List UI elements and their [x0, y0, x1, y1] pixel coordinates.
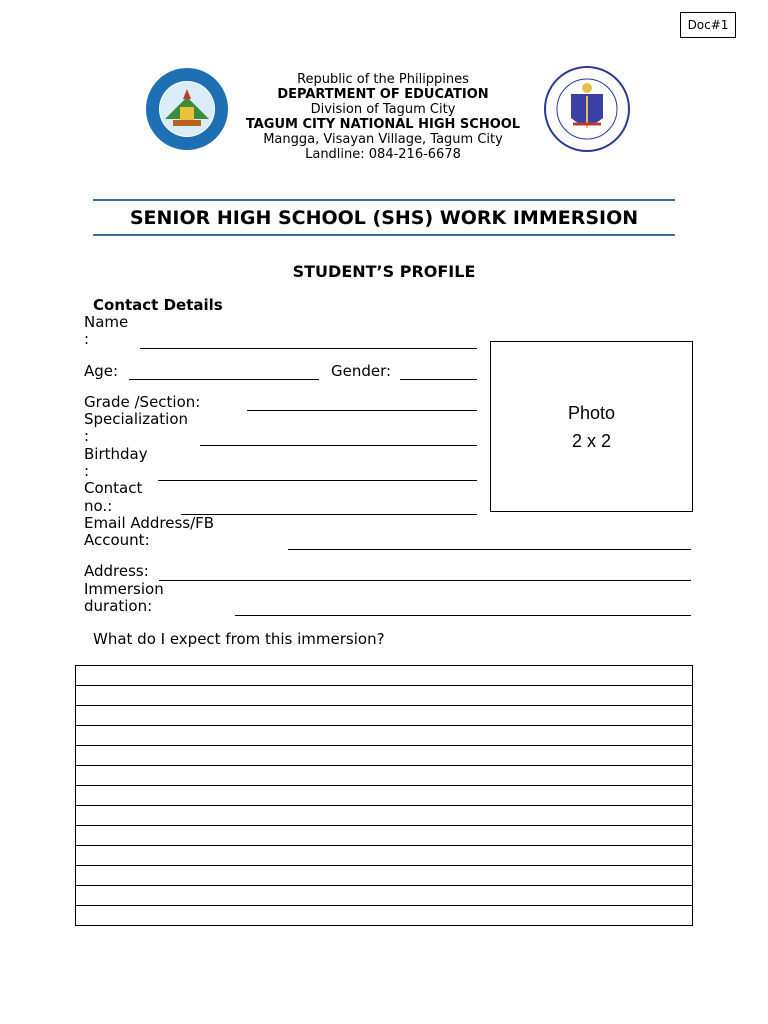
contact-label-2: no.:: [84, 497, 113, 515]
answer-line[interactable]: [76, 706, 693, 726]
name-label: Name: [84, 313, 129, 331]
photo-label: Photo: [567, 402, 616, 423]
header-line-department: DEPARTMENT OF EDUCATION: [277, 87, 489, 102]
answer-line[interactable]: [76, 766, 693, 786]
photo-size-label: 2 x 2: [571, 430, 612, 451]
answer-line[interactable]: [76, 826, 693, 846]
gender-label: Gender:: [331, 362, 392, 380]
immersion-label-2: duration:: [84, 597, 153, 615]
birthday-colon: :: [84, 462, 90, 480]
contact-label: Contact: [84, 479, 143, 497]
birthday-field[interactable]: [158, 480, 477, 481]
header-line-landline: Landline: 084-216-6678: [305, 147, 461, 162]
answer-line[interactable]: [76, 886, 693, 906]
expectation-question: What do I expect from this immersion?: [93, 630, 385, 648]
age-label: Age:: [84, 362, 119, 380]
form-subtitle: STUDENT’S PROFILE: [292, 262, 476, 281]
contact-field[interactable]: [181, 514, 477, 515]
immersion-duration-field[interactable]: [235, 615, 691, 616]
section-heading-contact: Contact Details: [93, 296, 223, 314]
letterhead: [200, 72, 566, 162]
specialization-label: Specialization: [84, 410, 189, 428]
email-label-2: Account:: [84, 531, 150, 549]
answer-line[interactable]: [76, 786, 693, 806]
header-line-address: Mangga, Visayan Village, Tagum City: [263, 132, 503, 147]
answer-line[interactable]: [76, 726, 693, 746]
header-line-school: TAGUM CITY NATIONAL HIGH SCHOOL: [245, 117, 521, 132]
form-title: SENIOR HIGH SCHOOL (SHS) WORK IMMERSION: [93, 199, 675, 236]
specialization-field[interactable]: [200, 445, 477, 446]
answer-line[interactable]: [76, 686, 693, 706]
grade-label: Grade /Section:: [84, 393, 201, 411]
grade-field[interactable]: [247, 410, 477, 411]
answer-line[interactable]: [76, 746, 693, 766]
answer-line[interactable]: [76, 906, 693, 926]
photo-box: [490, 341, 693, 512]
email-label: Email Address/FB: [84, 514, 215, 532]
email-field[interactable]: [288, 549, 691, 550]
name-colon: :: [84, 330, 90, 348]
birthday-label: Birthday: [84, 445, 148, 463]
address-field[interactable]: [159, 580, 691, 581]
gender-field[interactable]: [400, 379, 477, 380]
specialization-colon: :: [84, 427, 90, 445]
answer-line[interactable]: [76, 806, 693, 826]
header-line-republic: Republic of the Philippines: [297, 72, 469, 87]
document-number-tag: Doc#1: [680, 12, 736, 38]
expectation-answer-grid: [75, 665, 693, 926]
address-label: Address:: [84, 562, 149, 580]
answer-line[interactable]: [76, 846, 693, 866]
answer-line[interactable]: [76, 866, 693, 886]
name-field[interactable]: [140, 348, 477, 349]
age-field[interactable]: [129, 379, 319, 380]
header-line-division: Division of Tagum City: [310, 102, 456, 117]
immersion-label: Immersion: [84, 580, 164, 598]
answer-line[interactable]: [76, 666, 693, 686]
